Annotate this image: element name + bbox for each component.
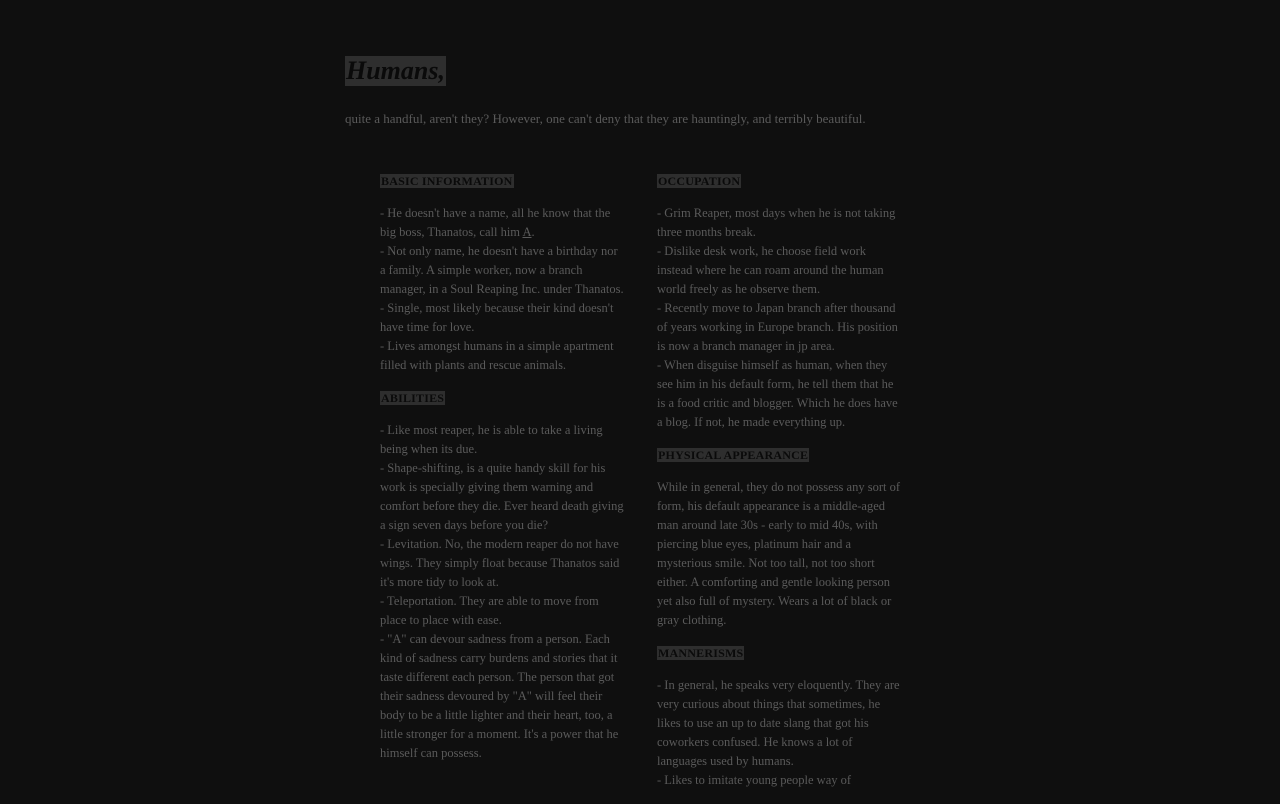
list-item xyxy=(380,204,624,242)
list-item: - Single, most likely because their kind doesn't have time for love. xyxy=(380,301,614,334)
page-title: Humans, xyxy=(346,56,445,85)
page-content xyxy=(345,56,905,787)
list-item: - Like most reaper, he is able to take a living being when its due. xyxy=(380,423,603,456)
list-item: - Likes to imitate young people way of xyxy=(657,773,852,787)
physical-appearance-section xyxy=(657,446,901,630)
section-heading-mannerisms: MANNERISMS xyxy=(658,646,744,660)
page-subtitle: quite a handful, aren't they? However, one can't deny that they are hauntingly, and terribly beautiful. xyxy=(345,111,866,126)
list-item: - Lives amongst humans in a simple apartment filled with plants and rescue animals. xyxy=(380,339,614,372)
basic-information-section xyxy=(380,172,624,375)
appearance-text: While in general, they do not possess any sort of form, his default appearance is a middle-aged man around late 30s - early to mid 40s, with piercing blue eyes, platinum hair and a mysterious smile. Not too tall, not too short either. A comforting and gentle looking person yet also full of mystery. Wears a lot of black or gray clothing. xyxy=(657,480,901,627)
list-item: - Shape-shifting, is a quite handy skill for his work is specially giving them warning and comfort before they die. Ever heard death giving a sign seven days before you die? xyxy=(380,461,624,532)
abilities-section xyxy=(380,389,624,763)
section-heading-occupation: OCCUPATION xyxy=(658,174,741,188)
item-text: - He doesn't have a name, all he know that the big boss, Thanatos, call him xyxy=(380,206,611,239)
section-heading-abilities: ABILITIES xyxy=(381,391,445,405)
list-item: - Not only name, he doesn't have a birthday nor a family. A simple worker, now a branch manager, in a Soul Reaping Inc. under Thanatos. xyxy=(380,244,624,296)
left-column xyxy=(380,172,624,777)
list-item: - When disguise himself as human, when they see him in his default form, he tell them that he is a food critic and blogger. Which he does have a blog. If not, he made everything up. xyxy=(657,358,898,429)
list-item: - Recently move to Japan branch after thousand of years working in Europe branch. His position is now a branch manager in jp area. xyxy=(657,301,898,353)
occupation-section xyxy=(657,172,901,432)
right-column xyxy=(657,172,901,804)
item-text: . xyxy=(531,225,535,239)
list-item: - Levitation. No, the modern reaper do not have wings. They simply float because Thanatos said it's more tidy to look at. xyxy=(380,537,620,589)
list-item: - Grim Reaper, most days when he is not taking three months break. xyxy=(657,206,896,239)
section-heading-basic-information: BASIC INFORMATION xyxy=(381,174,513,188)
list-item: - In general, he speaks very eloquently. They are very curious about things that sometimes, he likes to use an up to date slang that got his coworkers confused. He knows a lot of languages used by humans. xyxy=(657,678,900,768)
mannerisms-section xyxy=(657,644,901,790)
list-item: - Dislike desk work, he choose field work instead where he can roam around the human world freely as he observe them. xyxy=(657,244,884,296)
section-heading-physical-appearance: PHYSICAL APPEARANCE xyxy=(658,448,809,462)
list-item: - Teleportation. They are able to move from place to place with ease. xyxy=(380,594,599,627)
list-item: - "A" can devour sadness from a person. Each kind of sadness carry burdens and stories that it taste different each person. The person that got their sadness devoured by "A" will feel their body to be a little lighter and their heart, too, a little stronger for a moment. It's a power that he himself can possess. xyxy=(380,632,619,760)
character-name-link[interactable]: A xyxy=(522,225,532,239)
